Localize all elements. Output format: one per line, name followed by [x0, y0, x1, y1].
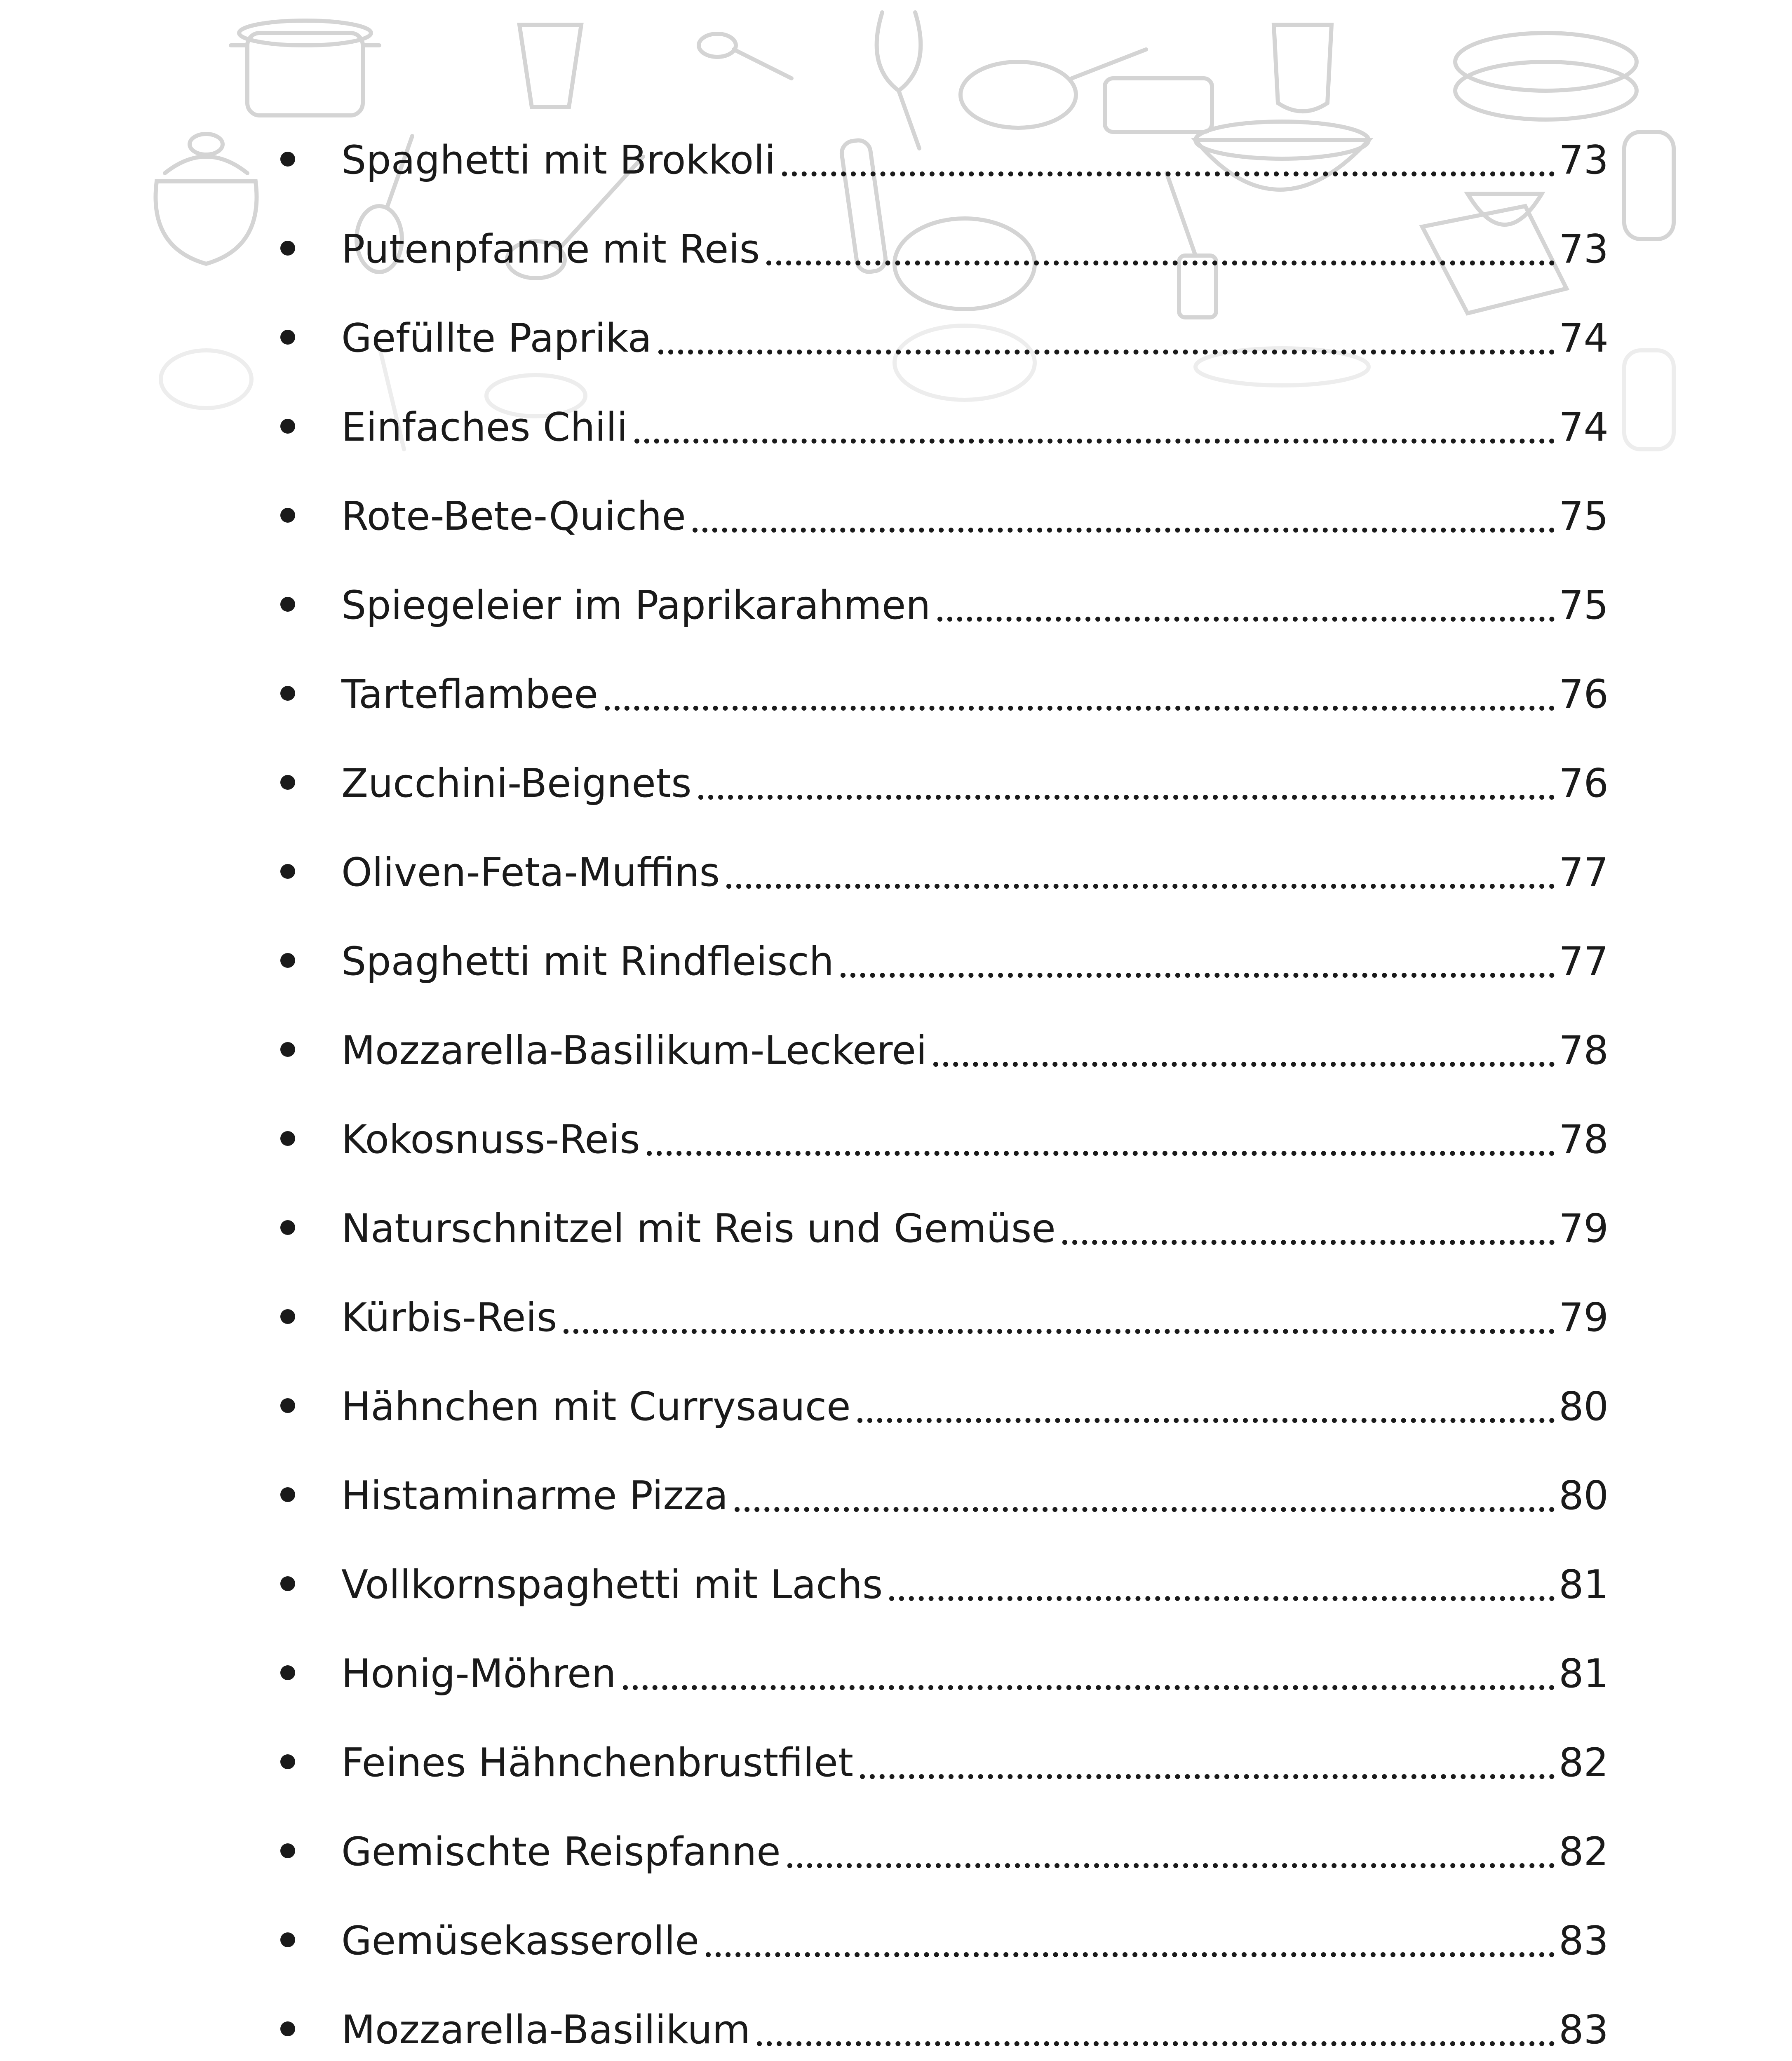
- toc-entry[interactable]: [0, 1449, 1792, 1538]
- toc-entry-page: 80: [1559, 1473, 1609, 1519]
- toc-entry-page: 82: [1559, 1740, 1609, 1786]
- toc-entry-line: [341, 757, 1609, 810]
- bullet-icon: [280, 2021, 295, 2036]
- dot-leader: [782, 171, 1555, 176]
- toc-entry-page: 77: [1559, 850, 1609, 895]
- toc-entry-line: [341, 579, 1609, 632]
- toc-entry-page: 74: [1559, 316, 1609, 361]
- toc-entry-title: Rote-Bete-Quiche: [341, 494, 686, 539]
- toc-entry-page: 79: [1559, 1206, 1609, 1251]
- bullet-icon: [280, 1220, 295, 1235]
- toc-entry-title: Honig-Möhren: [341, 1651, 616, 1697]
- bullet-icon: [280, 508, 295, 523]
- toc-entry-title: Feines Hähnchenbrustfilet: [341, 1740, 854, 1786]
- bullet-icon: [280, 1398, 295, 1413]
- toc-entry-line: [341, 2003, 1609, 2057]
- toc-entry-page: 83: [1559, 1918, 1609, 1964]
- toc-entry-title: Gemischte Reispfanne: [341, 1829, 781, 1875]
- toc-entry-page: 81: [1559, 1651, 1609, 1697]
- bullet-icon: [280, 241, 295, 256]
- toc-entry[interactable]: [0, 470, 1792, 559]
- toc-entry[interactable]: [0, 1805, 1792, 1894]
- bullet-icon: [280, 1754, 295, 1769]
- toc-entry-line: [341, 1202, 1609, 1256]
- toc-entry-title: Spaghetti mit Rindfleisch: [341, 939, 834, 984]
- toc-entry-page: 79: [1559, 1295, 1609, 1340]
- toc-entry-title: Spiegeleier im Paprikarahmen: [341, 583, 931, 628]
- toc-entry-title: Naturschnitzel mit Reis und Gemüse: [341, 1206, 1056, 1251]
- dot-leader: [937, 617, 1555, 622]
- toc-entry-line: [341, 1113, 1609, 1167]
- bullet-icon: [280, 152, 295, 167]
- dot-leader: [698, 795, 1555, 800]
- toc-entry-page: 75: [1559, 583, 1609, 628]
- bullet-icon: [280, 1309, 295, 1324]
- toc-entry-title: Vollkornspaghetti mit Lachs: [341, 1562, 883, 1608]
- toc-entry[interactable]: [0, 1093, 1792, 1182]
- toc-entry-page: 73: [1559, 138, 1609, 183]
- toc-entry[interactable]: [0, 1360, 1792, 1449]
- dot-leader: [647, 1151, 1555, 1156]
- toc-entry-line: [341, 312, 1609, 365]
- toc-entry-line: [341, 1380, 1609, 1434]
- toc-entry[interactable]: [0, 915, 1792, 1004]
- dot-leader: [623, 1685, 1555, 1690]
- toc-entry-page: 73: [1559, 227, 1609, 272]
- dot-leader: [889, 1596, 1555, 1601]
- toc-entry-title: Mozzarella-Basilikum: [341, 2007, 751, 2053]
- toc-entry-line: [341, 1736, 1609, 1790]
- toc-entry[interactable]: [0, 1894, 1792, 1984]
- bullet-icon: [280, 1487, 295, 1502]
- dot-leader: [766, 261, 1555, 265]
- dot-leader: [735, 1507, 1555, 1512]
- toc-entry-title: Putenpfanne mit Reis: [341, 227, 760, 272]
- toc-entry-line: [341, 1558, 1609, 1612]
- toc-entry-line: [341, 490, 1609, 543]
- toc-entry-title: Histaminarme Pizza: [341, 1473, 728, 1519]
- toc-entry-title: Zucchini-Beignets: [341, 761, 692, 806]
- toc-entry-line: [341, 1469, 1609, 1523]
- toc-entry-page: 76: [1559, 672, 1609, 717]
- table-of-contents-list: [0, 114, 1792, 2061]
- toc-entry-page: 76: [1559, 761, 1609, 806]
- toc-entry-title: Tarteflambee: [341, 672, 599, 717]
- toc-entry[interactable]: [0, 737, 1792, 826]
- bullet-icon: [280, 686, 295, 701]
- toc-entry-title: Mozzarella-Basilikum-Leckerei: [341, 1028, 927, 1073]
- bullet-icon: [280, 864, 295, 879]
- toc-entry[interactable]: [0, 559, 1792, 648]
- bullet-icon: [280, 1665, 295, 1680]
- toc-entry-line: [341, 1647, 1609, 1701]
- toc-entry-line: [341, 1825, 1609, 1879]
- dot-leader: [841, 973, 1555, 978]
- bullet-icon: [280, 1576, 295, 1591]
- bullet-icon: [280, 1843, 295, 1858]
- bullet-icon: [280, 953, 295, 968]
- toc-entry-page: 78: [1559, 1028, 1609, 1073]
- toc-entry[interactable]: [0, 826, 1792, 915]
- dot-leader: [693, 528, 1555, 533]
- toc-entry-page: 78: [1559, 1117, 1609, 1162]
- dot-leader: [605, 706, 1555, 711]
- bullet-icon: [280, 775, 295, 790]
- dot-leader: [1062, 1240, 1555, 1245]
- toc-entry-page: 80: [1559, 1384, 1609, 1430]
- toc-entry-line: [341, 846, 1609, 899]
- toc-entry-page: 82: [1559, 1829, 1609, 1875]
- dot-leader: [726, 884, 1555, 889]
- toc-entry[interactable]: [0, 1716, 1792, 1805]
- bullet-icon: [280, 330, 295, 345]
- dot-leader: [706, 1952, 1555, 1957]
- toc-entry[interactable]: [0, 381, 1792, 470]
- dot-leader: [933, 1062, 1555, 1067]
- bullet-icon: [280, 1932, 295, 1947]
- toc-entry[interactable]: [0, 1627, 1792, 1716]
- bullet-icon: [280, 597, 295, 612]
- toc-entry[interactable]: [0, 648, 1792, 737]
- toc-entry[interactable]: [0, 114, 1792, 203]
- toc-entry-title: Spaghetti mit Brokkoli: [341, 138, 776, 183]
- toc-entry-title: Hähnchen mit Currysauce: [341, 1384, 851, 1430]
- toc-entry-line: [341, 668, 1609, 721]
- toc-entry[interactable]: [0, 1182, 1792, 1271]
- toc-entry-title: Einfaches Chili: [341, 405, 628, 450]
- dot-leader: [857, 1418, 1555, 1423]
- toc-entry-page: 81: [1559, 1562, 1609, 1608]
- toc-entry-title: Gefüllte Paprika: [341, 316, 652, 361]
- toc-entry-page: 75: [1559, 494, 1609, 539]
- toc-entry-line: [341, 1291, 1609, 1345]
- dot-leader: [634, 439, 1555, 444]
- toc-entry[interactable]: [0, 1004, 1792, 1093]
- bullet-icon: [280, 419, 295, 434]
- dot-leader: [757, 2041, 1555, 2046]
- dot-leader: [787, 1863, 1555, 1868]
- toc-entry-page: 83: [1559, 2007, 1609, 2053]
- toc-entry-title: Kokosnuss-Reis: [341, 1117, 640, 1162]
- toc-entry-line: [341, 1914, 1609, 1968]
- dot-leader: [564, 1329, 1555, 1334]
- toc-entry-page: 77: [1559, 939, 1609, 984]
- bullet-icon: [280, 1042, 295, 1057]
- bullet-icon: [280, 1131, 295, 1146]
- dot-leader: [860, 1774, 1555, 1779]
- toc-entry-title: Gemüsekasserolle: [341, 1918, 700, 1964]
- dot-leader: [658, 350, 1555, 354]
- toc-entry-line: [341, 134, 1609, 187]
- toc-entry[interactable]: [0, 1271, 1792, 1360]
- toc-entry[interactable]: [0, 203, 1792, 292]
- toc-entry-line: [341, 1024, 1609, 1077]
- toc-entry[interactable]: [0, 1538, 1792, 1627]
- toc-entry[interactable]: [0, 292, 1792, 381]
- toc-entry-line: [341, 935, 1609, 988]
- toc-entry-line: [341, 401, 1609, 454]
- toc-entry[interactable]: [0, 1984, 1792, 2061]
- toc-entry-page: 74: [1559, 405, 1609, 450]
- toc-entry-title: Oliven-Feta-Muffins: [341, 850, 720, 895]
- toc-entry-line: [341, 223, 1609, 276]
- toc-entry-title: Kürbis-Reis: [341, 1295, 557, 1340]
